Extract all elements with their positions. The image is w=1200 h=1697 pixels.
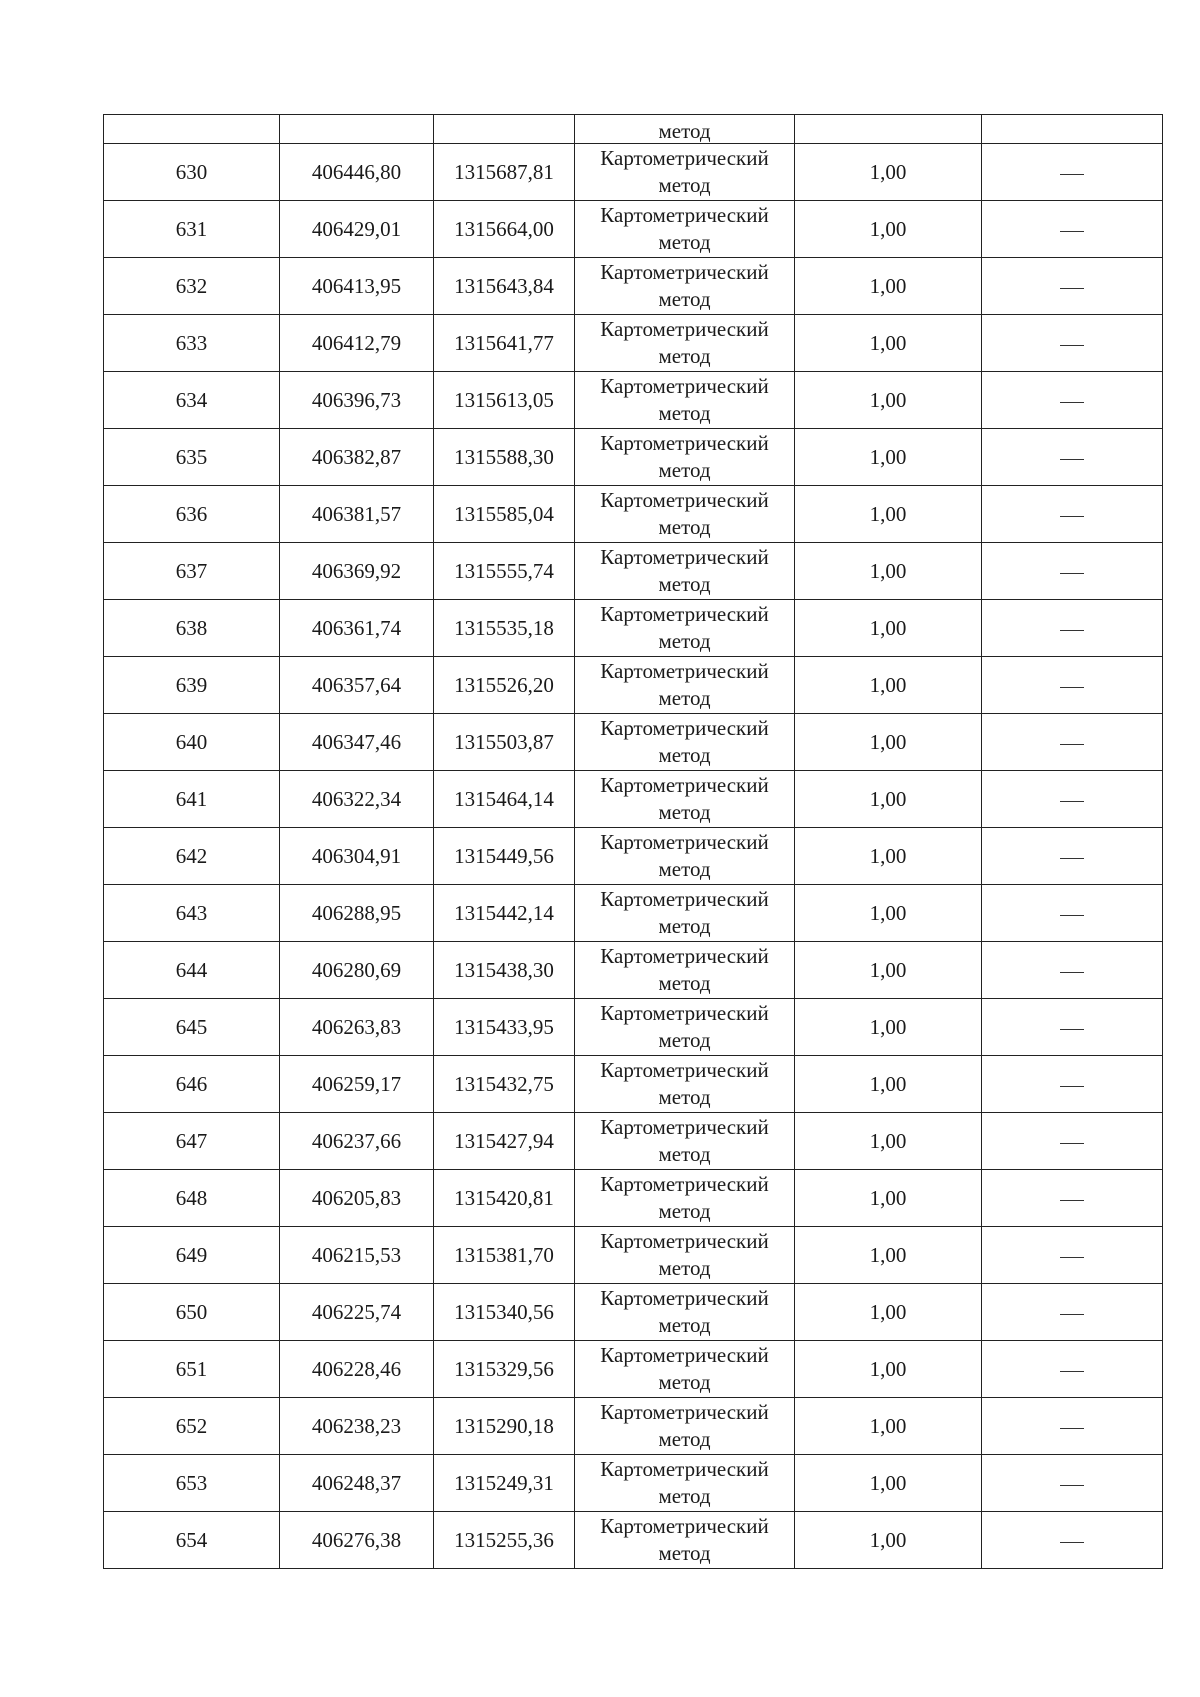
em-dash-mark	[1060, 516, 1084, 517]
cell-note	[982, 1512, 1163, 1569]
cell-note	[982, 486, 1163, 543]
cell-y: 1315555,74	[434, 543, 575, 600]
cell-method	[575, 999, 795, 1056]
method-line-2: метод	[658, 287, 711, 311]
cell-accuracy: 1,00	[795, 1455, 982, 1512]
method-line-1: Картометрический	[600, 1457, 769, 1481]
em-dash-mark	[1060, 174, 1084, 175]
cell-method	[575, 429, 795, 486]
table-row	[104, 1455, 1163, 1512]
method-line-2: метод	[658, 1541, 711, 1565]
cell-number: 648	[104, 1170, 280, 1227]
cell-x: 406238,23	[280, 1398, 434, 1455]
cell-x: 406347,46	[280, 714, 434, 771]
method-line-2: метод	[658, 401, 711, 425]
cell-number: 638	[104, 600, 280, 657]
cell-method	[575, 600, 795, 657]
cell-x: 406259,17	[280, 1056, 434, 1113]
table-row	[104, 828, 1163, 885]
method-line-2: метод	[658, 743, 711, 767]
method-line-1: Картометрический	[600, 830, 769, 854]
em-dash-mark	[1060, 1314, 1084, 1315]
cell-accuracy: 1,00	[795, 1170, 982, 1227]
cell-method	[575, 372, 795, 429]
cell-number: 650	[104, 1284, 280, 1341]
cell-note	[982, 1113, 1163, 1170]
cell-x: 406228,46	[280, 1341, 434, 1398]
table-row	[104, 1341, 1163, 1398]
cell-note	[982, 315, 1163, 372]
em-dash-mark	[1060, 402, 1084, 403]
cell-number: 652	[104, 1398, 280, 1455]
em-dash-mark	[1060, 231, 1084, 232]
cell-method	[575, 1056, 795, 1113]
cell-note	[982, 885, 1163, 942]
method-line-2: метод	[658, 515, 711, 539]
cell-number: 630	[104, 144, 280, 201]
cell-number: 634	[104, 372, 280, 429]
cell-accuracy: 1,00	[795, 885, 982, 942]
table-row	[104, 315, 1163, 372]
table-row	[104, 999, 1163, 1056]
method-line-1: Картометрический	[600, 488, 769, 512]
cell-accuracy: 1,00	[795, 372, 982, 429]
cell-note	[982, 144, 1163, 201]
em-dash-mark	[1060, 288, 1084, 289]
cell-note	[982, 657, 1163, 714]
cell-method	[575, 201, 795, 258]
method-line-2: метод	[658, 971, 711, 995]
cell-number: 653	[104, 1455, 280, 1512]
table-row	[104, 714, 1163, 771]
cell-method	[575, 115, 795, 144]
cell-method	[575, 657, 795, 714]
method-line-2: метод	[658, 1142, 711, 1166]
em-dash-mark	[1060, 1086, 1084, 1087]
cell-number: 654	[104, 1512, 280, 1569]
table-row	[104, 942, 1163, 999]
cell-x: 406413,95	[280, 258, 434, 315]
table-row	[104, 1284, 1163, 1341]
method-line-1: Картометрический	[600, 887, 769, 911]
cell-x: 406429,01	[280, 201, 434, 258]
cell-accuracy: 1,00	[795, 771, 982, 828]
cell-x: 406288,95	[280, 885, 434, 942]
method-line-1: Картометрический	[600, 602, 769, 626]
cell-note	[982, 429, 1163, 486]
method-line-2: метод	[658, 344, 711, 368]
cell-x: 406357,64	[280, 657, 434, 714]
cell-number: 647	[104, 1113, 280, 1170]
cell-note	[982, 828, 1163, 885]
cell-accuracy: 1,00	[795, 1341, 982, 1398]
em-dash-mark	[1060, 687, 1084, 688]
cell-y: 1315438,30	[434, 942, 575, 999]
method-line-2: метод	[658, 1028, 711, 1052]
cell-method	[575, 885, 795, 942]
cell-accuracy: 1,00	[795, 600, 982, 657]
cell-number: 643	[104, 885, 280, 942]
table-row	[104, 429, 1163, 486]
cell-note	[982, 1170, 1163, 1227]
cell-note	[982, 115, 1163, 144]
cell-number: 642	[104, 828, 280, 885]
cell-x: 406396,73	[280, 372, 434, 429]
em-dash-mark	[1060, 1542, 1084, 1543]
cell-method	[575, 1284, 795, 1341]
cell-x: 406215,53	[280, 1227, 434, 1284]
cell-number	[104, 115, 280, 144]
coordinates-table	[103, 114, 1163, 1569]
table-row	[104, 1170, 1163, 1227]
cell-y: 1315664,00	[434, 201, 575, 258]
cell-y: 1315503,87	[434, 714, 575, 771]
table-row	[104, 372, 1163, 429]
cell-note	[982, 1341, 1163, 1398]
method-line-2: метод	[658, 1427, 711, 1451]
cell-accuracy	[795, 115, 982, 144]
cell-y: 1315432,75	[434, 1056, 575, 1113]
method-line-1: Картометрический	[600, 659, 769, 683]
cell-y: 1315588,30	[434, 429, 575, 486]
method-line-2: метод	[658, 1199, 711, 1223]
cell-y: 1315381,70	[434, 1227, 575, 1284]
em-dash-mark	[1060, 573, 1084, 574]
cell-accuracy: 1,00	[795, 1113, 982, 1170]
method-line-2: метод	[658, 914, 711, 938]
cell-method	[575, 144, 795, 201]
cell-y: 1315249,31	[434, 1455, 575, 1512]
cell-x: 406304,91	[280, 828, 434, 885]
em-dash-mark	[1060, 1485, 1084, 1486]
cell-y: 1315433,95	[434, 999, 575, 1056]
method-line-1: Картометрический	[600, 1286, 769, 1310]
method-line-2: метод	[658, 686, 711, 710]
cell-x: 406263,83	[280, 999, 434, 1056]
cell-method	[575, 1113, 795, 1170]
method-text: метод	[658, 118, 711, 143]
cell-x: 406225,74	[280, 1284, 434, 1341]
cell-accuracy: 1,00	[795, 258, 982, 315]
cell-accuracy: 1,00	[795, 942, 982, 999]
cell-number: 631	[104, 201, 280, 258]
cell-accuracy: 1,00	[795, 1398, 982, 1455]
method-line-1: Картометрический	[600, 1229, 769, 1253]
em-dash-mark	[1060, 1371, 1084, 1372]
method-line-1: Картометрический	[600, 773, 769, 797]
cell-method	[575, 315, 795, 372]
em-dash-mark	[1060, 459, 1084, 460]
cell-x: 406361,74	[280, 600, 434, 657]
cell-method	[575, 1227, 795, 1284]
cell-accuracy: 1,00	[795, 657, 982, 714]
cell-note	[982, 1056, 1163, 1113]
table-row	[104, 600, 1163, 657]
cell-accuracy: 1,00	[795, 1284, 982, 1341]
cell-method	[575, 543, 795, 600]
em-dash-mark	[1060, 1029, 1084, 1030]
cell-method	[575, 828, 795, 885]
method-line-2: метод	[658, 1085, 711, 1109]
table-row	[104, 1512, 1163, 1569]
method-line-2: метод	[658, 173, 711, 197]
cell-y: 1315464,14	[434, 771, 575, 828]
cell-x: 406382,87	[280, 429, 434, 486]
cell-x: 406412,79	[280, 315, 434, 372]
method-line-2: метод	[658, 1256, 711, 1280]
method-line-1: Картометрический	[600, 1001, 769, 1025]
method-line-1: Картометрический	[600, 1058, 769, 1082]
cell-accuracy: 1,00	[795, 828, 982, 885]
table-row	[104, 1398, 1163, 1455]
em-dash-mark	[1060, 1257, 1084, 1258]
cell-number: 645	[104, 999, 280, 1056]
method-line-2: метод	[658, 800, 711, 824]
table-row	[104, 1227, 1163, 1284]
cell-number: 636	[104, 486, 280, 543]
em-dash-mark	[1060, 1428, 1084, 1429]
cell-x: 406237,66	[280, 1113, 434, 1170]
cell-number: 632	[104, 258, 280, 315]
table-row	[104, 543, 1163, 600]
cell-x: 406322,34	[280, 771, 434, 828]
method-line-1: Картометрический	[600, 1400, 769, 1424]
cell-note	[982, 600, 1163, 657]
cell-y: 1315420,81	[434, 1170, 575, 1227]
em-dash-mark	[1060, 744, 1084, 745]
cell-note	[982, 543, 1163, 600]
cell-accuracy: 1,00	[795, 1227, 982, 1284]
cell-note	[982, 1284, 1163, 1341]
method-line-2: метод	[658, 230, 711, 254]
cell-note	[982, 1227, 1163, 1284]
em-dash-mark	[1060, 801, 1084, 802]
cell-y: 1315255,36	[434, 1512, 575, 1569]
method-line-1: Картометрический	[600, 944, 769, 968]
cell-number: 651	[104, 1341, 280, 1398]
em-dash-mark	[1060, 630, 1084, 631]
cell-method	[575, 1398, 795, 1455]
cell-accuracy: 1,00	[795, 999, 982, 1056]
method-line-1: Картометрический	[600, 374, 769, 398]
cell-accuracy: 1,00	[795, 315, 982, 372]
cell-number: 644	[104, 942, 280, 999]
cell-note	[982, 771, 1163, 828]
cell-note	[982, 201, 1163, 258]
em-dash-mark	[1060, 858, 1084, 859]
cell-note	[982, 942, 1163, 999]
method-line-1: Картометрический	[600, 146, 769, 170]
cell-y: 1315585,04	[434, 486, 575, 543]
table-body	[104, 115, 1163, 1569]
table-row	[104, 657, 1163, 714]
method-line-1: Картометрический	[600, 1115, 769, 1139]
cell-number: 641	[104, 771, 280, 828]
cell-accuracy: 1,00	[795, 1512, 982, 1569]
method-line-2: метод	[658, 458, 711, 482]
em-dash-mark	[1060, 1143, 1084, 1144]
cell-x: 406280,69	[280, 942, 434, 999]
cell-number: 640	[104, 714, 280, 771]
table-row	[104, 1056, 1163, 1113]
method-line-2: метод	[658, 1484, 711, 1508]
cell-y: 1315641,77	[434, 315, 575, 372]
cell-y: 1315340,56	[434, 1284, 575, 1341]
method-line-1: Картометрический	[600, 1172, 769, 1196]
cell-number: 639	[104, 657, 280, 714]
cell-x: 406205,83	[280, 1170, 434, 1227]
cell-y: 1315535,18	[434, 600, 575, 657]
cell-x: 406381,57	[280, 486, 434, 543]
cell-y: 1315290,18	[434, 1398, 575, 1455]
table-row	[104, 1113, 1163, 1170]
cell-method	[575, 714, 795, 771]
cell-number: 633	[104, 315, 280, 372]
cell-method	[575, 1455, 795, 1512]
method-line-2: метод	[658, 572, 711, 596]
table-row	[104, 885, 1163, 942]
table-row	[104, 771, 1163, 828]
cell-method	[575, 942, 795, 999]
method-line-1: Картометрический	[600, 317, 769, 341]
table-row	[104, 258, 1163, 315]
cell-y: 1315613,05	[434, 372, 575, 429]
cell-y: 1315687,81	[434, 144, 575, 201]
method-line-1: Картометрический	[600, 203, 769, 227]
em-dash-mark	[1060, 1200, 1084, 1201]
cell-x	[280, 115, 434, 144]
cell-method	[575, 486, 795, 543]
cell-y: 1315329,56	[434, 1341, 575, 1398]
continuation-row	[104, 115, 1163, 144]
cell-accuracy: 1,00	[795, 144, 982, 201]
cell-accuracy: 1,00	[795, 543, 982, 600]
cell-y: 1315526,20	[434, 657, 575, 714]
cell-note	[982, 999, 1163, 1056]
em-dash-mark	[1060, 915, 1084, 916]
method-line-2: метод	[658, 629, 711, 653]
cell-accuracy: 1,00	[795, 201, 982, 258]
cell-y: 1315427,94	[434, 1113, 575, 1170]
cell-x: 406276,38	[280, 1512, 434, 1569]
method-line-1: Картометрический	[600, 260, 769, 284]
cell-number: 637	[104, 543, 280, 600]
method-line-1: Картометрический	[600, 1343, 769, 1367]
method-line-2: метод	[658, 1313, 711, 1337]
cell-note	[982, 258, 1163, 315]
method-line-1: Картометрический	[600, 1514, 769, 1538]
method-line-2: метод	[658, 857, 711, 881]
cell-note	[982, 714, 1163, 771]
cell-method	[575, 258, 795, 315]
cell-x: 406369,92	[280, 543, 434, 600]
cell-accuracy: 1,00	[795, 714, 982, 771]
cell-note	[982, 372, 1163, 429]
cell-method	[575, 1170, 795, 1227]
cell-number: 649	[104, 1227, 280, 1284]
cell-number: 646	[104, 1056, 280, 1113]
cell-y: 1315643,84	[434, 258, 575, 315]
em-dash-mark	[1060, 972, 1084, 973]
cell-method	[575, 1341, 795, 1398]
method-line-1: Картометрический	[600, 716, 769, 740]
cell-accuracy: 1,00	[795, 429, 982, 486]
table-row	[104, 201, 1163, 258]
cell-number: 635	[104, 429, 280, 486]
cell-accuracy: 1,00	[795, 1056, 982, 1113]
cell-note	[982, 1398, 1163, 1455]
cell-note	[982, 1455, 1163, 1512]
em-dash-mark	[1060, 345, 1084, 346]
method-line-1: Картометрический	[600, 431, 769, 455]
cell-x: 406248,37	[280, 1455, 434, 1512]
cell-y	[434, 115, 575, 144]
table-row	[104, 486, 1163, 543]
method-line-1: Картометрический	[600, 545, 769, 569]
cell-accuracy: 1,00	[795, 486, 982, 543]
cell-x: 406446,80	[280, 144, 434, 201]
cell-method	[575, 771, 795, 828]
cell-method	[575, 1512, 795, 1569]
table-row	[104, 144, 1163, 201]
cell-y: 1315449,56	[434, 828, 575, 885]
method-line-2: метод	[658, 1370, 711, 1394]
cell-y: 1315442,14	[434, 885, 575, 942]
